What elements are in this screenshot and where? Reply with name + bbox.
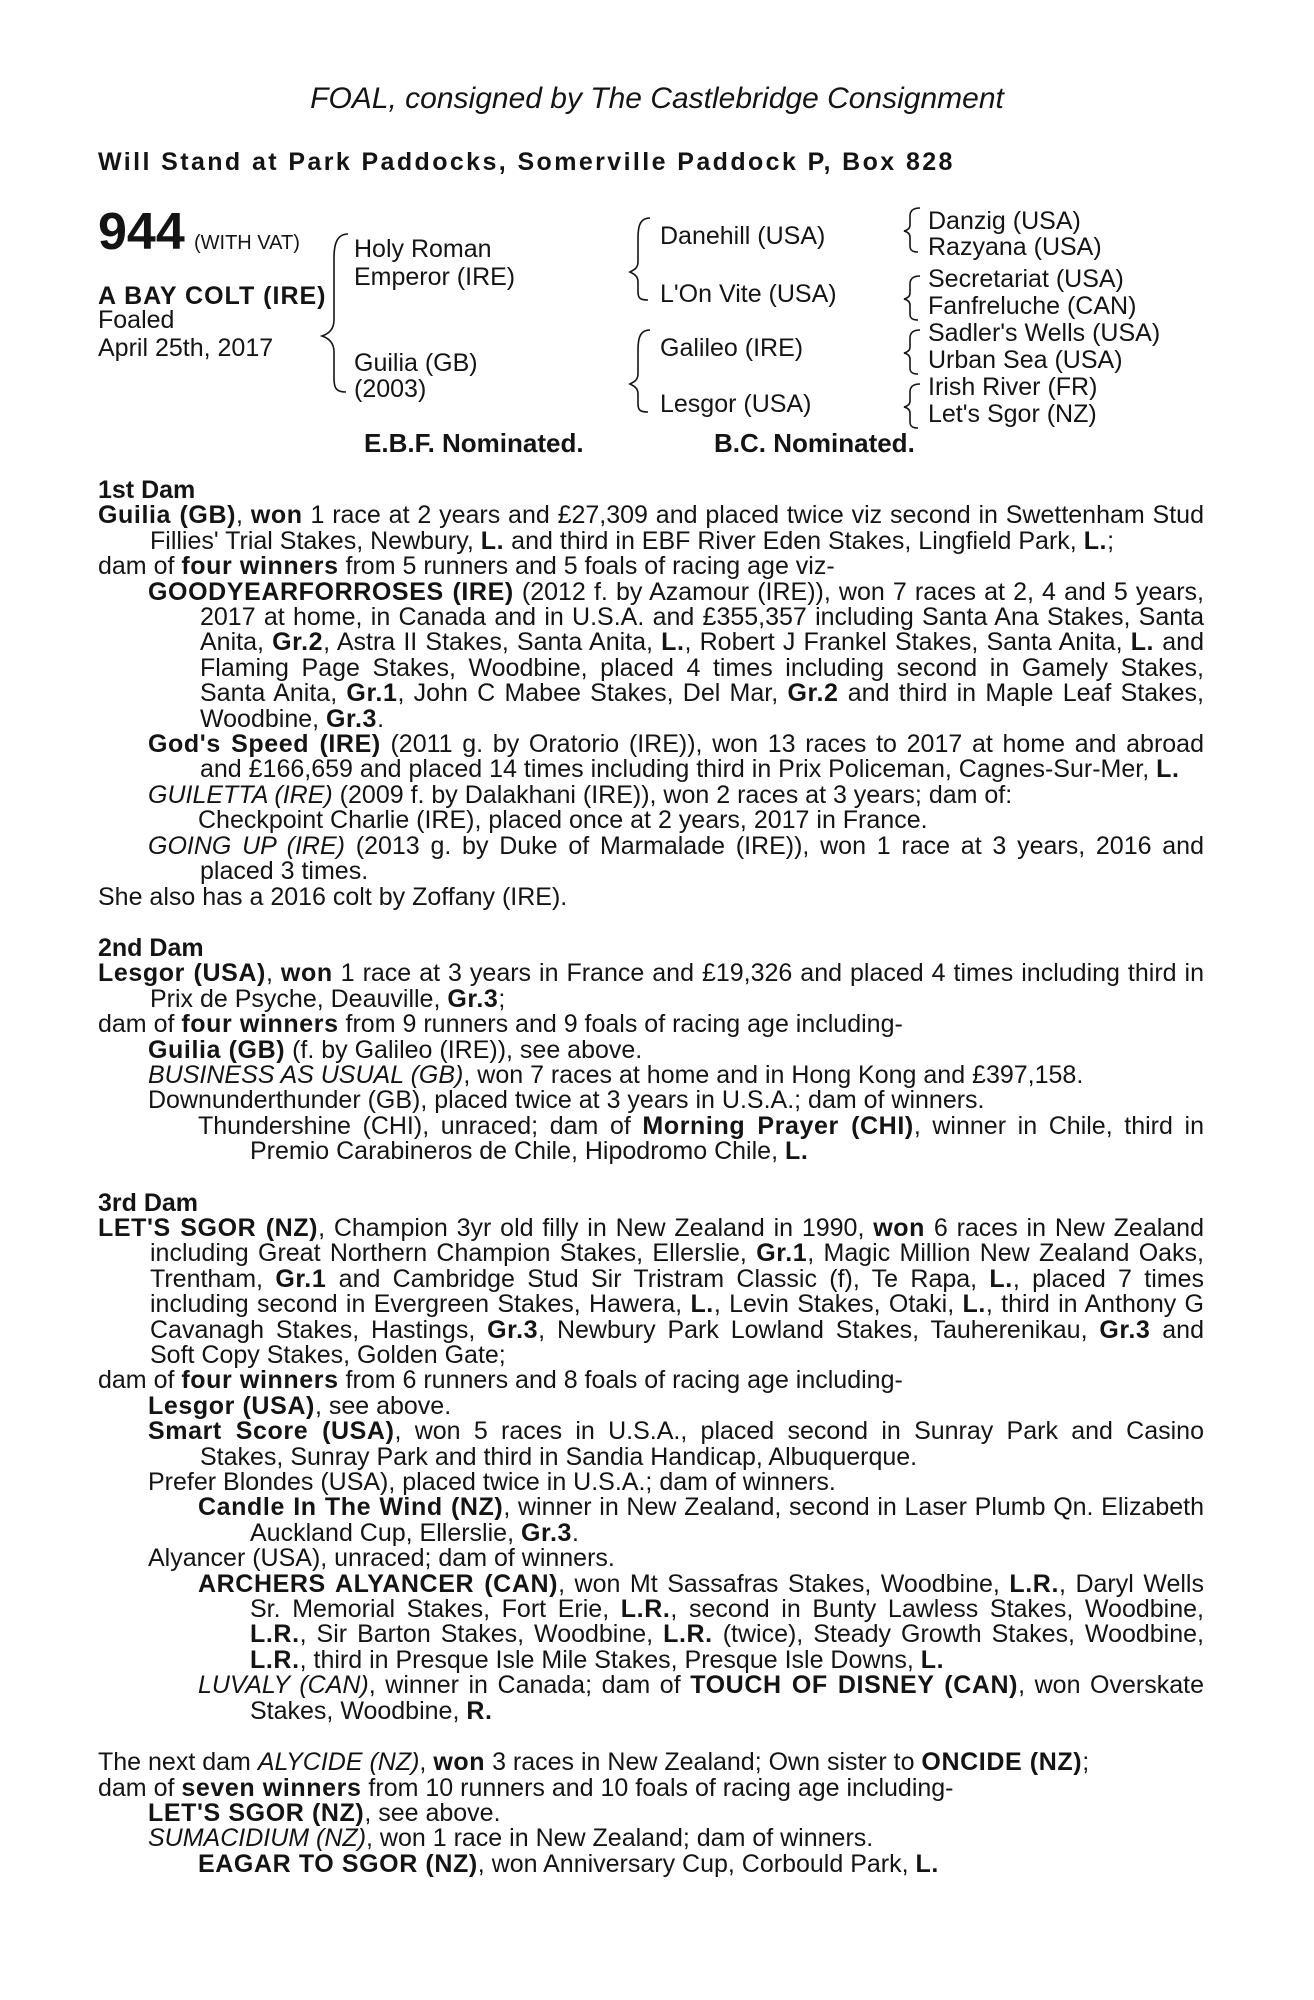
catalogue-body [98,478,1204,1877]
progeny-downunderthunder: Downunderthunder (GB), placed twice at 3 years in U.S.A.; dam of winners. [148,1086,985,1115]
ebf-nominated: E.B.F. Nominated. [364,428,584,458]
progeny-archers-alyancer: ARCHERS ALYANCER (CAN), won Mt Sassafras Stakes, Woodbine, L.R., Daryl Wells Sr. Memorial Stakes, Fort Erie, L.R., second in Bunty Lawless Stakes, Woodbine, L.R., Sir Barton Stakes, Woodbine, L.R. (twice), Steady Growth Stakes, Woodbine, L.R., third in Presque Isle Mile Stakes, Presque Isle Downs, L. [198,1569,1204,1674]
first-dam-produce-summary: dam of four winners from 5 runners and 5 foals of racing age viz- [98,552,835,581]
grandsire-2: Galileo (IRE) [660,334,804,362]
third-dam-produce-summary: dam of four winners from 6 runners and 8 foals of racing age including- [98,1366,903,1395]
sire-line-2: Emperor (IRE) [354,263,516,291]
first-dam-heading: 1st Dam [98,476,196,504]
progeny-going-up: GOING UP (IRE) (2013 g. by Duke of Marmalade (IRE)), won 1 race at 3 years, 2016 and placed 3 times. [148,831,1204,886]
granddam-1: L'On Vite (USA) [660,280,837,308]
progeny-lesgor: Lesgor (USA), see above. [148,1391,452,1420]
ggs-6: Urban Sea (USA) [928,346,1123,374]
ggs-5: Sadler's Wells (USA) [928,319,1161,347]
progeny-thundershine: Thundershine (CHI), unraced; dam of Morning Prayer (CHI), winner in Chile, third in Premio Carabineros de Chile, Hipodromo Chile, L. [198,1111,1204,1166]
sire-line-1: Holy Roman [354,235,492,263]
lot-number: 944 [98,203,185,261]
ggs-7: Irish River (FR) [928,373,1098,401]
ggs-1: Danzig (USA) [928,207,1081,235]
progeny-luvaly: LUVALY (CAN), winner in Canada; dam of TOUCH OF DISNEY (CAN), won Overskate Stakes, Woodbine, R. [198,1671,1204,1725]
ggs-8: Let's Sgor (NZ) [928,400,1097,428]
ggs-4: Fanfreluche (CAN) [928,292,1137,320]
progeny-note: She also has a 2016 colt by Zoffany (IRE). [98,882,568,911]
progeny-guiletta: GUILETTA (IRE) (2009 f. by Dalakhani (IRE)), won 2 races at 3 years; dam of: [148,780,1013,809]
second-dam-produce-summary: dam of four winners from 9 runners and 9 foals of racing age including- [98,1010,903,1039]
pedigree-brackets [0,0,1314,460]
page-title: FOAL, consigned by The Castlebridge Consignment [310,82,1004,115]
progeny-prefer-blondes: Prefer Blondes (USA), placed twice in U.S.A.; dam of winners. [148,1468,836,1497]
first-dam-entry: Guilia (GB), won 1 race at 2 years and £27,309 and placed twice viz second in Swettenham Stud Fillies' Trial Stakes, Newbury, L. and third in EBF River Eden Stakes, Lingfield Park, L.; [98,501,1204,555]
progeny-candle-in-the-wind: Candle In The Wind (NZ), winner in New Zealand, second in Laser Plumb Qn. Elizabeth Auckland Cup, Ellerslie, Gr.3. [198,1493,1205,1547]
next-dam-entry: The next dam ALYCIDE (NZ), won 3 races in New Zealand; Own sister to ONCIDE (NZ); [98,1748,1090,1777]
third-dam-heading: 3rd Dam [98,1188,199,1217]
vat-note: (WITH VAT) [194,232,300,254]
progeny-smart-score: Smart Score (USA), won 5 races in U.S.A., placed second in Sunray Park and Casino Stakes, Sunray Park and third in Sandia Handicap, Albuquerque. [148,1417,1204,1471]
second-dam-entry: Lesgor (USA), won 1 race at 3 years in France and £19,326 and placed 4 times including third in Prix de Psyche, Deauville, Gr.3; [98,959,1204,1013]
progeny-business-as-usual: BUSINESS AS USUAL (GB), won 7 races at home and in Hong Kong and £397,158. [148,1060,1084,1089]
ggs-3: Secretariat (USA) [928,265,1124,293]
lot-description: A BAY COLT (IRE) [98,282,327,310]
progeny-checkpoint-charlie: Checkpoint Charlie (IRE), placed once at 2 years, 2017 in France. [198,806,928,835]
progeny-alyancer: Alyancer (USA), unraced; dam of winners. [148,1544,615,1573]
progeny-gods-speed: God's Speed (IRE) (2011 g. by Oratorio (IRE)), won 13 races to 2017 at home and abroad and £166,659 and placed 14 times including third in Prix Policeman, Cagnes-Sur-Mer, L. [148,730,1204,784]
progeny-sumacidium: SUMACIDIUM (NZ), won 1 race in New Zealand; dam of winners. [148,1824,874,1853]
bc-nominated: B.C. Nominated. [714,428,915,458]
second-dam-heading: 2nd Dam [98,933,204,962]
dam-line-1: Guilia (GB) [354,349,478,377]
foaled-date: April 25th, 2017 [98,334,274,362]
stand-location: Will Stand at Park Paddocks, Somerville Paddock P, Box 828 [98,148,955,176]
ggs-2: Razyana (USA) [928,233,1102,261]
progeny-eagar-to-sgor: EAGAR TO SGOR (NZ), won Anniversary Cup, Corbould Park, L. [198,1849,939,1878]
progeny-goodyearforroses: GOODYEARFORROSES (IRE) (2012 f. by Azamour (IRE)), won 7 races at 2, 4 and 5 years, 2017 at home, in Canada and in U.S.A. and £355,357 including Santa Ana Stakes, Santa Anita, Gr.2, Astra II Stakes, Santa Anita, L., Robert J Frankel Stakes, Santa Anita, L. and Flaming Page Stakes, Woodbine, placed 4 times including second in Gamely Stakes, Santa Anita, Gr.1, John C Mabee Stakes, Del Mar, Gr.2 and third in Maple Leaf Stakes, Woodbine, Gr.3. [148,577,1204,733]
progeny-lets-sgor: LET'S SGOR (NZ), see above. [148,1798,501,1827]
next-dam-produce-summary: dam of seven winners from 10 runners and 10 foals of racing age including- [98,1773,954,1802]
grandsire-1: Danehill (USA) [660,222,826,250]
third-dam-entry: LET'S SGOR (NZ), Champion 3yr old filly in New Zealand in 1990, won 6 races in New Zealand including Great Northern Champion Stakes, Ellerslie, Gr.1, Magic Million New Zealand Oaks, Trentham, Gr.1 and Cambridge Stud Sir Tristram Classic (f), Te Rapa, L., placed 7 times including second in Evergreen Stakes, Hawera, L., Levin Stakes, Otaki, L., third in Anthony G Cavanagh Stakes, Hastings, Gr.3, Newbury Park Lowland Stakes, Tauherenikau, Gr.3 and Soft Copy Stakes, Golden Gate; [98,1213,1204,1369]
progeny-guilia: Guilia (GB) (f. by Galileo (IRE)), see above. [148,1035,643,1064]
foaled-label: Foaled [98,306,175,334]
granddam-2: Lesgor (USA) [660,390,812,418]
dam-line-2: (2003) [354,375,427,403]
